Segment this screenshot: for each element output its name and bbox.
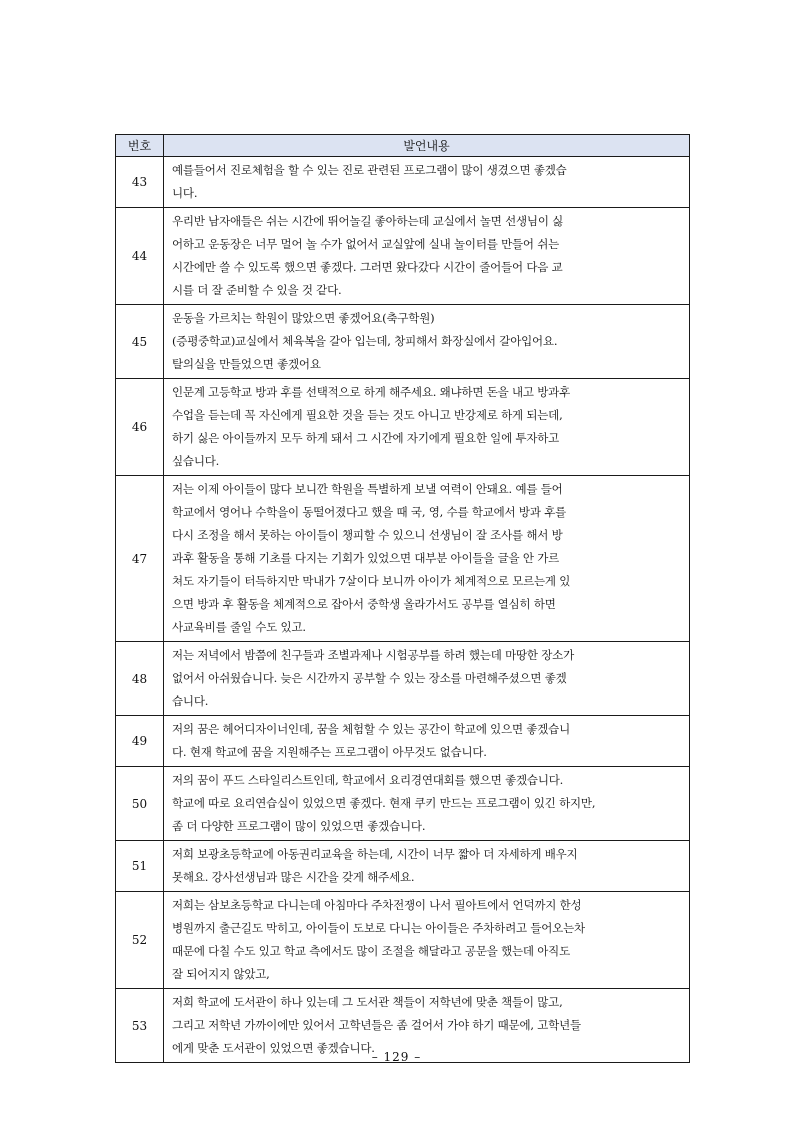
table-row	[116, 892, 690, 989]
remark-line: 예를들어서 진로체험을 할 수 있는 진로 관련된 프로그램이 많이 생겼으면 좋겠습	[172, 163, 567, 177]
remark-line: 수업을 듣는데 꼭 자신에게 필요한 것을 듣는 것도 아니고 반강제로 하게 되는데,	[172, 408, 563, 422]
table-body	[116, 157, 690, 1063]
remark-line: 저희 보광초등학교에 아동권리교육을 하는데, 시간이 너무 짧아 더 자세하게 배우지	[172, 847, 578, 861]
table-row	[116, 642, 690, 716]
row-number: 49	[116, 716, 164, 767]
remark-line: 우리반 남자애들은 쉬는 시간에 뛰어놀길 좋아하는데 교실에서 놀면 선생님이 싫	[172, 214, 564, 228]
table-row	[116, 379, 690, 476]
remark-line: 운동을 가르치는 학원이 많았으면 좋겠어요(축구학원)	[172, 311, 435, 325]
remark-line: 학교에서 영어나 수학을이 동떨어졌다고 했을 때 국, 영, 수를 학교에서 방과 후를	[172, 505, 567, 519]
remark-line: 하기 싫은 아이들까지 모두 하게 돼서 그 시간에 자기에게 필요한 일에 투자하고	[172, 431, 560, 445]
row-remark	[164, 892, 690, 989]
row-number: 47	[116, 476, 164, 642]
row-number: 53	[116, 989, 164, 1063]
header-content: 발언내용	[164, 135, 690, 157]
remarks-table	[115, 134, 690, 1063]
table-row	[116, 476, 690, 642]
remark-line: 저는 저녁에서 밤쯤에 친구들과 조별과제나 시험공부를 하려 했는데 마땅한 장소가	[172, 648, 575, 662]
remark-line: 다. 현재 학교에 꿈을 지원해주는 프로그램이 아무것도 없습니다.	[172, 745, 487, 759]
page-number: – 129 –	[371, 1050, 422, 1064]
row-remark	[164, 642, 690, 716]
row-remark	[164, 208, 690, 305]
remark-line: 에게 맞춘 도서관이 있었으면 좋겠습니다.	[172, 1041, 375, 1055]
table-row	[116, 716, 690, 767]
row-number: 43	[116, 157, 164, 208]
remark-line: 사교육비를 줄일 수도 있고.	[172, 620, 306, 634]
remark-line: 그리고 저학년 가까이에만 있어서 고학년들은 좀 걸어서 가야 하기 때문에, 고학년들	[172, 1018, 581, 1032]
remark-line: 저의 꿈이 푸드 스타일리스트인데, 학교에서 요리경연대회를 했으면 좋겠습니다.	[172, 773, 564, 787]
table-row	[116, 305, 690, 379]
remark-line: 인문계 고등학교 방과 후를 선택적으로 하게 해주세요. 왜냐하면 돈을 내고 방과후	[172, 385, 571, 399]
row-number: 52	[116, 892, 164, 989]
remark-line: 학교에 따로 요리연습실이 있었으면 좋겠다. 현재 쿠키 만드는 프로그램이 있긴 하지만,	[172, 796, 596, 810]
row-number: 44	[116, 208, 164, 305]
header-number: 번호	[116, 135, 164, 157]
remark-line: 저는 이제 아이들이 많다 보니깐 학원을 특별하게 보낼 여력이 안돼요. 예를 들어	[172, 482, 563, 496]
table-row	[116, 767, 690, 841]
row-remark	[164, 476, 690, 642]
row-number: 48	[116, 642, 164, 716]
row-number: 51	[116, 841, 164, 892]
remark-line: 쳐도 자기들이 터득하지만 막내가 7살이다 보니까 아이가 체계적으로 모르는게 있	[172, 574, 571, 588]
row-remark	[164, 716, 690, 767]
table-row	[116, 841, 690, 892]
remark-line: 없어서 아쉬웠습니다. 늦은 시간까지 공부할 수 있는 장소를 마련해주셨으면 좋겠	[172, 671, 567, 685]
row-remark	[164, 379, 690, 476]
remark-line: 탈의실을 만들었으면 좋겠어요	[172, 357, 321, 371]
remark-line: 병원까지 출근길도 막히고, 아이들이 도보로 다니는 아이들은 주차하려고 들어오는차	[172, 921, 585, 935]
remark-line: 니다.	[172, 186, 198, 200]
row-remark	[164, 841, 690, 892]
remark-line: 저희 학교에 도서관이 하나 있는데 그 도서관 책들이 저학년에 맞춘 책들이 많고,	[172, 995, 563, 1009]
remark-line: 때문에 다칠 수도 있고 학교 측에서도 많이 조절을 해달라고 공문을 했는데 아직도	[172, 944, 571, 958]
table-row	[116, 208, 690, 305]
row-number: 46	[116, 379, 164, 476]
row-number: 45	[116, 305, 164, 379]
remark-line: 시간에만 쓸 수 있도록 했으면 좋겠다. 그러면 왔다갔다 시간이 줄어들어 다음 교	[172, 260, 563, 274]
remark-line: 어하고 운동장은 너무 멀어 놀 수가 없어서 교실앞에 실내 놀이터를 만들어 쉬는	[172, 237, 560, 251]
remark-line: 잘 되어지지 않았고,	[172, 967, 270, 981]
remark-line: 못해요. 강사선생님과 많은 시간을 갖게 해주세요.	[172, 870, 415, 884]
remark-line: 싶습니다.	[172, 454, 220, 468]
remark-line: 으면 방과 후 활동을 체계적으로 잡아서 중학생 올라가서도 공부를 열심히 하면	[172, 597, 556, 611]
remark-line: 저의 꿈은 헤어디자이너인데, 꿈을 체험할 수 있는 공간이 학교에 있으면 좋겠습니	[172, 722, 571, 736]
row-number: 50	[116, 767, 164, 841]
remark-line: (증평중학교)교실에서 체육복을 갈아 입는데, 창피해서 화장실에서 갈아입어요.	[172, 334, 558, 348]
remark-line: 저희는 삼보초등학교 다니는데 아침마다 주차전쟁이 나서 필아트에서 언덕까지 한성	[172, 898, 582, 912]
remark-line: 과후 활동을 통해 기초를 다지는 기회가 있었으면 대부분 아이들을 글을 안 가르	[172, 551, 560, 565]
remark-line: 좀 더 다양한 프로그램이 많이 있었으면 좋겠습니다.	[172, 819, 426, 833]
remark-line: 습니다.	[172, 694, 209, 708]
table-row	[116, 157, 690, 208]
remark-line: 다시 조정을 해서 못하는 아이들이 챙피할 수 있으니 선생님이 잘 조사를 해서 방	[172, 528, 563, 542]
row-remark	[164, 305, 690, 379]
table-header-row	[116, 135, 690, 157]
row-remark	[164, 767, 690, 841]
row-remark	[164, 157, 690, 208]
remark-line: 시를 더 잘 준비할 수 있을 것 같다.	[172, 283, 342, 297]
